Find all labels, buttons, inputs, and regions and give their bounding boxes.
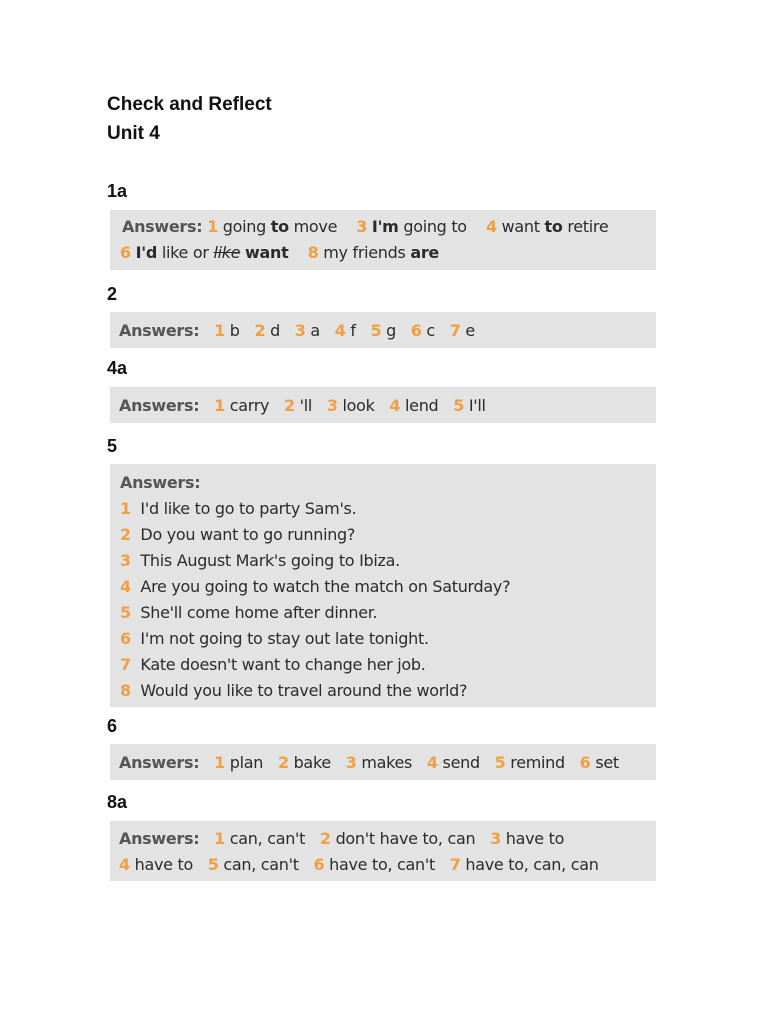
item-number: 4 (485, 217, 497, 236)
item-number: 7 (120, 655, 131, 674)
answer-text: This August Mark's going to Ibiza. (140, 551, 400, 570)
answer-text: makes (361, 753, 413, 772)
answer-text: I'll (468, 396, 486, 415)
answer-text: going (222, 217, 266, 236)
answer-item (214, 829, 305, 848)
item-number: 6 (120, 243, 131, 262)
sentence-item (120, 577, 510, 596)
section-heading-5: 5 (107, 436, 118, 456)
answer-emphasis: to (270, 217, 289, 236)
answer-item (327, 396, 375, 415)
answer-text: I'd like to go to party Sam's. (140, 499, 357, 518)
answer-text: plan (229, 753, 264, 772)
answer-text: Do you want to go running? (140, 525, 356, 544)
item-number: 5 (207, 855, 219, 874)
answer-text: have to (134, 855, 193, 874)
sentence-item (120, 499, 356, 518)
item-number: 4 (334, 321, 346, 340)
answer-text: don't have to, can (335, 829, 476, 848)
item-number: 3 (326, 396, 338, 415)
answer-item (214, 396, 269, 415)
answer-text: send (442, 753, 480, 772)
answer-text: f (350, 321, 356, 340)
answers-label: Answers: (120, 473, 201, 492)
answer-line-2 (120, 243, 439, 262)
item-number: 3 (345, 753, 357, 772)
item-number: 1 (214, 753, 225, 772)
unit-title: Unit 4 (107, 123, 160, 144)
answer-text: She'll come home after dinner. (140, 603, 378, 622)
item-number: 2 (319, 829, 331, 848)
section-heading-4a: 4a (107, 358, 128, 378)
answer-box-8a (110, 821, 656, 881)
answer-line-1 (122, 217, 608, 236)
answer-item (580, 753, 619, 772)
answer-box-2 (110, 312, 656, 348)
answer-item (208, 855, 299, 874)
answer-emphasis: I'd (135, 243, 158, 262)
answer-text: Are you going to watch the match on Saturday? (140, 577, 511, 596)
item-number: 2 (277, 753, 289, 772)
answer-emphasis: I'm (371, 217, 399, 236)
answer-line-2 (119, 855, 609, 874)
answer-box-6 (110, 744, 656, 780)
section-heading-8a: 8a (107, 792, 128, 812)
answer-line (119, 321, 485, 340)
answer-text: going to (403, 217, 467, 236)
answer-text: move (293, 217, 338, 236)
item-number: 1 (214, 321, 225, 340)
item-number: 8 (307, 243, 319, 262)
answer-text: 'll (299, 396, 313, 415)
sentence-item (120, 525, 355, 544)
answer-text: lend (405, 396, 439, 415)
answer-text: have to (505, 829, 565, 848)
answer-item (214, 321, 240, 340)
answer-text: want (501, 217, 540, 236)
answer-emphasis: want (245, 243, 289, 262)
answer-text: retire (567, 217, 609, 236)
answer-item (450, 321, 475, 340)
answers-label: Answers: (119, 321, 200, 340)
item-number: 5 (370, 321, 382, 340)
item-number: 1 (207, 217, 218, 236)
item-number: 6 (579, 753, 591, 772)
answer-line (119, 396, 496, 415)
answer-item (254, 321, 280, 340)
sentence-item (120, 655, 426, 674)
item-number: 7 (449, 321, 461, 340)
answer-item (314, 855, 435, 874)
item-number: 4 (389, 396, 401, 415)
answer-text: can, can't (223, 855, 299, 874)
answer-text: g (386, 321, 396, 340)
answer-line-1 (119, 829, 574, 848)
item-number: 3 (294, 321, 306, 340)
answer-line (119, 753, 629, 772)
answer-item (335, 321, 356, 340)
struck-text: like (213, 243, 241, 262)
answer-item (453, 396, 485, 415)
item-number: 5 (494, 753, 506, 772)
answer-item (214, 753, 263, 772)
sentence-item (120, 551, 400, 570)
section-heading-2: 2 (107, 284, 118, 304)
answer-text: carry (229, 396, 270, 415)
section-heading-6: 6 (107, 716, 118, 736)
answers-label: Answers: (119, 753, 200, 772)
sentence-item (120, 629, 429, 648)
answer-text: c (426, 321, 435, 340)
page-title: Check and Reflect (107, 94, 272, 115)
item-number: 6 (120, 629, 131, 648)
item-number: 3 (120, 551, 131, 570)
answer-text: remind (510, 753, 565, 772)
answer-text: I'm not going to stay out late tonight. (140, 629, 429, 648)
answer-item (450, 855, 599, 874)
answer-item (295, 321, 320, 340)
answer-text: bake (293, 753, 331, 772)
item-number: 7 (449, 855, 461, 874)
answers-label: Answers: (119, 829, 200, 848)
answer-emphasis: to (544, 217, 563, 236)
answer-box-5 (110, 464, 656, 707)
answer-text: have to, can, can (465, 855, 599, 874)
answer-text: b (229, 321, 240, 340)
item-number: 2 (284, 396, 295, 415)
sentence-item (120, 681, 467, 700)
answer-text: set (595, 753, 619, 772)
item-number: 4 (120, 577, 131, 596)
answer-text: my friends (323, 243, 406, 262)
answer-item (370, 321, 396, 340)
answers-label: Answers: (122, 217, 203, 236)
answer-item (490, 829, 564, 848)
item-number: 1 (120, 499, 131, 518)
item-number: 1 (214, 829, 225, 848)
answer-text: Would you like to travel around the world? (140, 681, 468, 700)
answer-emphasis: are (410, 243, 439, 262)
item-number: 2 (120, 525, 131, 544)
item-number: 3 (356, 217, 368, 236)
item-number: 4 (426, 753, 438, 772)
item-number: 5 (120, 603, 131, 622)
answer-text: d (270, 321, 280, 340)
answer-item (495, 753, 565, 772)
item-number: 6 (313, 855, 325, 874)
answer-item (427, 753, 480, 772)
answer-item (389, 396, 438, 415)
answer-text: can, can't (229, 829, 306, 848)
answer-text: have to, can't (329, 855, 435, 874)
item-number: 3 (490, 829, 501, 848)
answer-text: look (342, 396, 375, 415)
item-number: 2 (254, 321, 266, 340)
answer-box-4a (110, 387, 656, 423)
item-number: 6 (410, 321, 422, 340)
answer-box-1a (110, 210, 656, 270)
answer-item (278, 753, 331, 772)
answer-item (411, 321, 435, 340)
answer-item (119, 855, 193, 874)
answers-label: Answers: (119, 396, 200, 415)
answer-text: a (310, 321, 320, 340)
answer-text: Kate doesn't want to change her job. (140, 655, 426, 674)
section-heading-1a: 1a (107, 181, 128, 201)
item-number: 8 (120, 681, 131, 700)
item-number: 4 (119, 855, 130, 874)
answer-text: e (465, 321, 475, 340)
answer-item (346, 753, 412, 772)
sentence-item (120, 603, 377, 622)
answer-item (320, 829, 475, 848)
answer-item (284, 396, 312, 415)
item-number: 1 (214, 396, 225, 415)
answer-text: like or (161, 243, 209, 262)
item-number: 5 (453, 396, 465, 415)
